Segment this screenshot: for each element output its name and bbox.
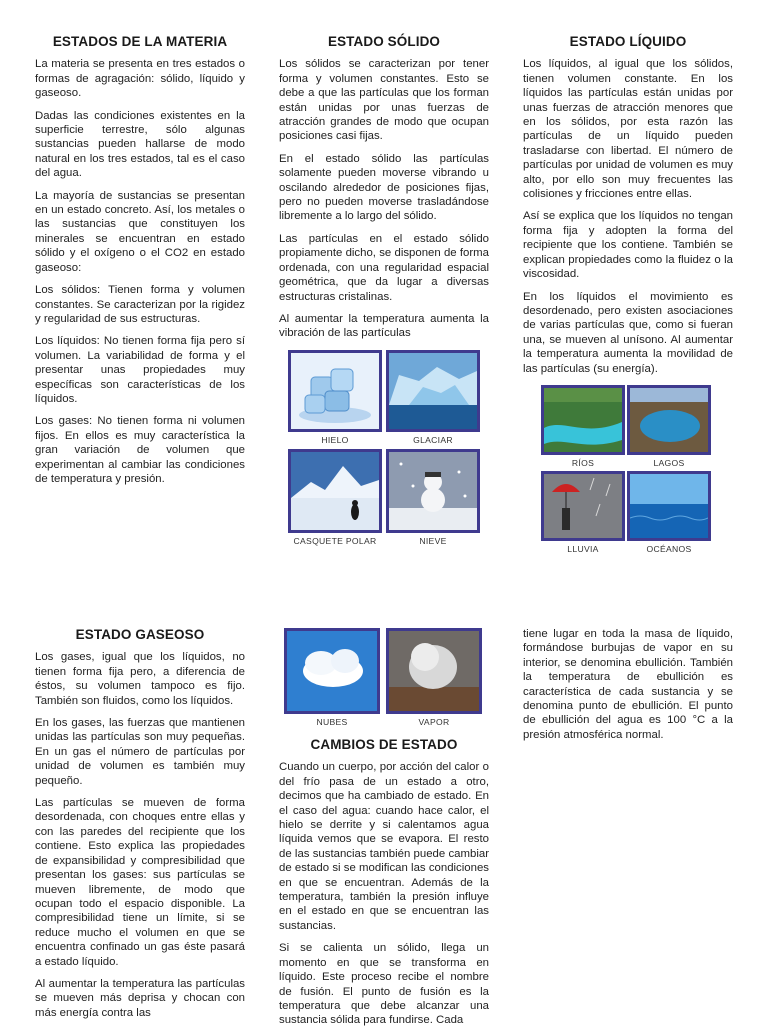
image-tile-lluvia bbox=[541, 471, 625, 554]
image-tile-oceanos bbox=[627, 471, 711, 554]
photo-hielo bbox=[288, 350, 382, 432]
paragraph: En los gases, las fuerzas que mantienen unidas las partículas son muy pequeñas. En un gas el número de partículas por unidad de volumen es también muy pequeño. bbox=[35, 717, 245, 787]
heading-estado-liquido: ESTADO LÍQUIDO bbox=[569, 34, 687, 49]
liquid-image-grid bbox=[541, 385, 711, 554]
heading-estado-gaseoso: ESTADO GASEOSO bbox=[75, 627, 205, 642]
paragraph: En los líquidos el movimiento es desordenado, pero existen asociaciones de varias partículas que, como si fueran una, se mueven al unísono. Al aumentar la temperatura aumenta la movilidad de las partículas (su energía). bbox=[523, 290, 733, 375]
image-tile-hielo bbox=[288, 350, 382, 445]
solid-image-grid bbox=[288, 350, 480, 546]
caption-oceanos: OCÉANOS bbox=[646, 544, 692, 554]
paragraph: Las partículas en el estado sólido propiamente dicho, se disponen de forma ordenada, con una regularidad espacial geométrica, que da lugar a diversas estructuras cristalinas. bbox=[279, 232, 489, 303]
image-tile-lagos bbox=[627, 385, 711, 468]
caption-lagos: LAGOS bbox=[653, 458, 685, 468]
paragraph: Al aumentar la temperatura aumenta la vibración de las partículas bbox=[279, 312, 489, 340]
heading-cambios-estado: CAMBIOS DE ESTADO bbox=[310, 737, 458, 752]
photo-glaciar bbox=[386, 350, 480, 432]
photo-lluvia bbox=[541, 471, 625, 541]
paragraph: Los sólidos: Tienen forma y volumen constantes. Se caracterizan por la rigidez y regularidad de sus estructuras. bbox=[35, 284, 245, 325]
paragraph: La mayoría de sustancias se presentan en un estado concreto. Así, los metales o las sustancias que constituyen los minerales se encuentran en estado sólido y el oxígeno o el CO2 en estado gaseoso: bbox=[35, 189, 245, 274]
paragraph: tiene lugar en toda la masa de líquido, formándose burbujas de vapor en su interior, se denomina ebullición. También la temperatura de ebullición es característica de cada sustancia y se denomina punto de ebullición. El punto de ebullición del agua es 100 °C a la presión atmosférica normal. bbox=[523, 628, 733, 741]
caption-nieve: NIEVE bbox=[419, 536, 447, 546]
paragraph: Al aumentar la temperatura las partículas se mueven más deprisa y chocan con más energía contra las bbox=[35, 977, 245, 1019]
paragraph: Los sólidos se caracterizan por tener forma y volumen constantes. Esto se debe a que las partículas que los forman están unidas por unas fuerzas de atracción grandes de modo que ocupan posiciones casi fijas. bbox=[279, 58, 489, 143]
column-estado-solido bbox=[279, 35, 489, 349]
column-cambios-estado bbox=[279, 738, 489, 1036]
paragraph: Si se calienta un sólido, llega un momento en que se transforma en líquido. Este proceso recibe el nombre de fusión. El punto de fusión es la temperatura que debe alcanzar una sustancia sólida para fundirse. Cada bbox=[279, 942, 489, 1027]
caption-lluvia: LLUVIA bbox=[567, 544, 599, 554]
paragraph: Las partículas se mueven de forma desordenada, con choques entre ellas y con las paredes del recipiente que los contiene. Esto explica las propiedades de expansibilidad y compresibilidad que presentan los gases: sus partículas se mueven libremente, de modo que ocupan todo el espacio disponible. La compresibilidad tiene un límite, si se reduce mucho el volumen en que se encuentra confinado un gas éste pasará a estado líquido. bbox=[35, 797, 245, 968]
paragraph: Así se explica que los líquidos no tengan forma fija y adopten la forma del recipiente que los contiene. También se explican propiedades como la fluidez o la viscosidad. bbox=[523, 210, 733, 281]
photo-nubes bbox=[284, 628, 380, 714]
image-tile-glaciar bbox=[386, 350, 480, 445]
image-tile-nieve bbox=[386, 449, 480, 546]
paragraph: Los líquidos, al igual que los sólidos, tienen volumen constante. En los líquidos las partículas están unidas por unas fuerzas de atracción menores que en los sólidos, por esta razón las partículas de un líquido pueden trasladarse con libertad. El número de partículas por unidad de volumen es muy alto, por ello son muy frecuentes las colisiones y fricciones entre ellas. bbox=[523, 58, 733, 201]
paragraph: La materia se presenta en tres estados o formas de agragación: sólido, líquido y gaseoso. bbox=[35, 58, 245, 100]
paragraph: Cuando un cuerpo, por acción del calor o del frío pasa de un estado a otro, decimos que ha cambiado de estado. En el caso del agua: cuando hace calor, el hielo se derrite y si calentamos agua líquida vemos que se evapora. El resto de las sustancias también puede cambiar de estado si se modifican las condiciones en que se encuentran. Además de la temperatura, también la presión influye en el estado en que se encuentran las sustancias. bbox=[279, 761, 489, 932]
caption-casquete-polar: CASQUETE POLAR bbox=[293, 536, 377, 546]
caption-hielo: HIELO bbox=[321, 435, 349, 445]
gas-image-grid bbox=[284, 628, 482, 727]
column-estado-gaseoso bbox=[35, 628, 245, 1028]
column-estado-liquido bbox=[523, 35, 733, 384]
paragraph: Dadas las condiciones existentes en la superficie terrestre, sólo algunas sustancias pueden hallarse de modo natural en los tres estados, tal es el caso del agua. bbox=[35, 109, 245, 180]
caption-glaciar: GLACIAR bbox=[413, 435, 453, 445]
photo-vapor bbox=[386, 628, 482, 714]
caption-vapor: VAPOR bbox=[418, 717, 450, 727]
photo-oceanos bbox=[627, 471, 711, 541]
photo-rios bbox=[541, 385, 625, 455]
paragraph: En el estado sólido las partículas solamente pueden moverse vibrando u oscilando alrededor de posiciones fijas, pero no pueden moverse trasladándose libremente a lo largo del sólido. bbox=[279, 152, 489, 223]
caption-nubes: NUBES bbox=[316, 717, 348, 727]
paragraph: Los gases, igual que los líquidos, no tienen forma fija pero, a diferencia de éstos, su volumen tampoco es fijo. También son fluidos, como los líquidos. bbox=[35, 651, 245, 707]
caption-rios: RÍOS bbox=[571, 458, 595, 468]
image-tile-casquete-polar bbox=[288, 449, 382, 546]
photo-nieve bbox=[386, 449, 480, 533]
heading-estado-solido: ESTADO SÓLIDO bbox=[327, 34, 441, 49]
image-tile-rios bbox=[541, 385, 625, 468]
column-ebullicion bbox=[523, 627, 733, 750]
heading-estados-materia: ESTADOS DE LA MATERIA bbox=[52, 34, 228, 49]
paragraph: Los gases: No tienen forma ni volumen fijos. En ellos es muy característica la gran variación de volumen que experimentan al cambiar las condiciones de temperatura y presión. bbox=[35, 415, 245, 485]
column-estados-materia bbox=[35, 35, 245, 494]
paragraph: Los líquidos: No tienen forma fija pero sí volumen. La variabilidad de forma y el presentar unas propiedades muy específicas son características de los líquidos. bbox=[35, 335, 245, 405]
photo-casquete-polar bbox=[288, 449, 382, 533]
image-tile-vapor bbox=[386, 628, 482, 727]
image-tile-nubes bbox=[284, 628, 380, 727]
photo-lagos bbox=[627, 385, 711, 455]
